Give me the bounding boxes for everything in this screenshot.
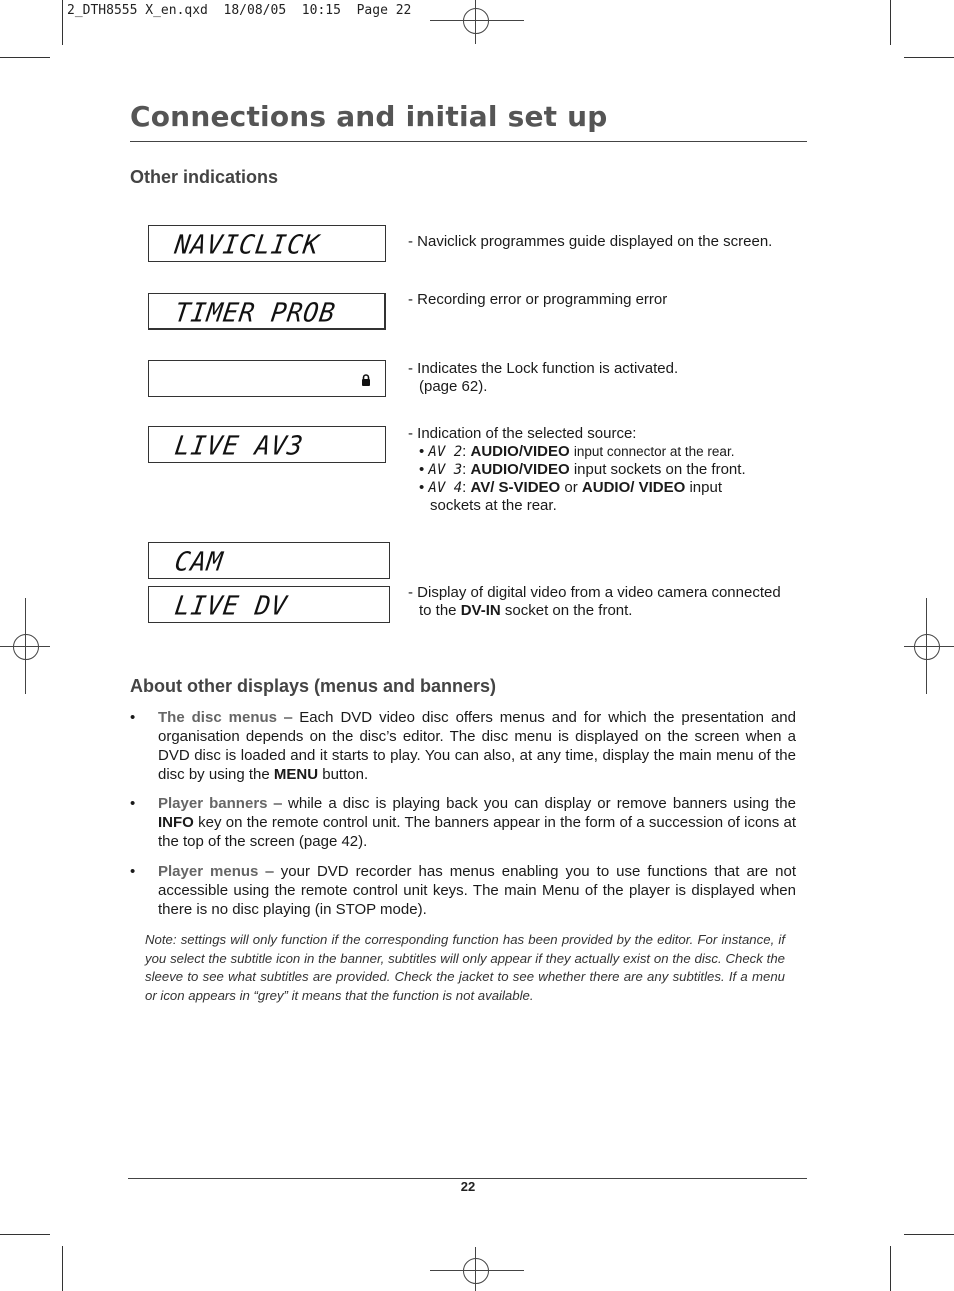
bullet: • xyxy=(130,709,136,726)
indication-description xyxy=(408,360,678,396)
source-description xyxy=(408,425,798,515)
source-av2: • AV 2: AUDIO/VIDEO input connector at the rear. xyxy=(419,443,735,460)
desc-line: to the DV-IN socket on the front. xyxy=(419,602,633,619)
indication-description: - Naviclick programmes guide displayed on the screen. xyxy=(408,233,773,250)
lcd-text: CAM xyxy=(172,546,226,577)
bullet: • xyxy=(130,795,136,812)
lcd-display-live-av3 xyxy=(148,426,386,463)
desc-line: (page 62). xyxy=(419,378,488,395)
desc-line: - Indication of the selected source: xyxy=(408,425,637,442)
lcd-display-timer-prob xyxy=(148,293,386,330)
crop-mark xyxy=(0,1234,50,1235)
indication-description xyxy=(408,584,781,620)
indication-description: - Recording error or programming error xyxy=(408,291,668,308)
print-slug: 2_DTH8555 X_en.qxd 18/08/05 10:15 Page 22 xyxy=(67,3,412,18)
bullet-lead: Player menus xyxy=(158,863,259,880)
crop-mark xyxy=(62,1246,63,1291)
lcd-display-live-dv xyxy=(148,586,390,623)
source-av3: • AV 3: AUDIO/VIDEO input sockets on the front. xyxy=(419,461,746,478)
crop-mark xyxy=(62,0,63,45)
lcd-display-cam xyxy=(148,542,390,579)
list-item: • Player banners – while a disc is playing back you can display or remove banners using the INFO key on the remote control unit. The banners appear in the form of a succession of icons at the top of the screen (page 42). xyxy=(130,795,796,850)
crop-mark xyxy=(890,0,891,45)
lcd-text: LIVE DV xyxy=(172,590,290,621)
lcd-text: NAVICLICK xyxy=(172,229,322,260)
section-heading-other-indications: Other indications xyxy=(130,167,279,187)
source-av4: • AV 4: AV/ S-VIDEO or AUDIO/ VIDEO input xyxy=(419,479,722,496)
crop-mark xyxy=(904,57,954,58)
list-item: • Player menus – your DVD recorder has menus enabling you to use functions that are not accessible using the remote control unit keys. The main Menu of the player is displayed when there is no disc playing (in STOP mode). xyxy=(130,863,796,918)
page-title: Connections and initial set up xyxy=(130,100,608,133)
lock-icon xyxy=(361,374,371,386)
lcd-text: LIVE AV3 xyxy=(172,430,306,461)
page-number: 22 xyxy=(460,1179,476,1194)
section-heading-other-displays: About other displays (menus and banners) xyxy=(130,676,497,696)
crop-mark xyxy=(890,1246,891,1291)
desc-line: - Display of digital video from a video camera connected xyxy=(408,584,781,601)
note-paragraph: Note: settings will only function if the corresponding function has been provided by the editor. For instance, if you select the subtitle icon in the banner, subtitles will only appear if they actually exist on the disc. Check the sleeve to see what subtitles are provided. Check the jacket to see whether there are any subtitles. If a menu or icon appears in “grey” it means that the function is not available. xyxy=(145,932,785,1003)
desc-line: sockets at the rear. xyxy=(430,497,557,514)
lcd-display-lock xyxy=(148,360,386,397)
bullet: • xyxy=(130,863,136,880)
bullet-lead: Player banners xyxy=(158,795,268,812)
bullet-lead: The disc menus xyxy=(158,709,277,726)
lcd-display-naviclick xyxy=(148,225,386,262)
crop-mark xyxy=(0,57,50,58)
desc-line: - Indicates the Lock function is activated. xyxy=(408,360,679,377)
title-rule xyxy=(130,141,807,142)
lcd-text: TIMER PROB xyxy=(172,297,338,328)
list-item: • The disc menus – Each DVD video disc offers menus and for which the presentation and organisation depends on the disc’s editor. The disc menu is displayed on the screen when a DVD disc is loaded and it starts to play. You can also, at any time, display the main menu of the disc by using the MENU button. xyxy=(130,709,796,783)
crop-mark xyxy=(904,1234,954,1235)
